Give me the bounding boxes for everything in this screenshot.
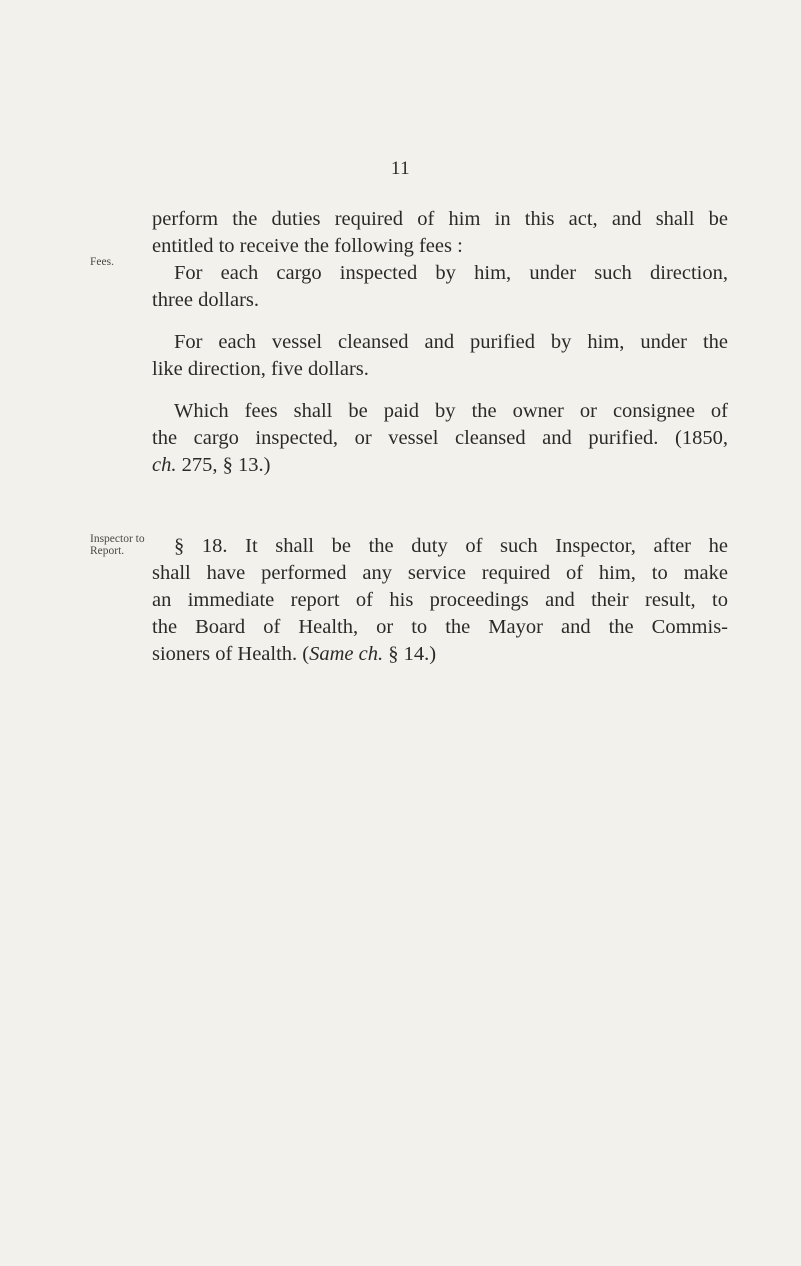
text-line: [152, 641, 728, 668]
text-line: shall have performed any service required of him, to make: [152, 562, 728, 584]
text-line: For each cargo inspected by him, under such direction,: [174, 262, 728, 284]
citation-italic: Same ch.: [309, 643, 384, 665]
margin-note-line: Report.: [90, 545, 125, 557]
paragraph-payment: [152, 398, 728, 479]
margin-note-fees: Fees.: [90, 256, 114, 268]
citation-italic: ch.: [152, 454, 177, 476]
text-line: an immediate report of his proceedings and their result, to: [152, 589, 728, 611]
margin-note-inspector-report: [90, 533, 145, 557]
text-line: Which fees shall be paid by the owner or consignee of: [174, 400, 728, 422]
citation-text: 275, § 13.): [176, 454, 271, 476]
paragraph-cargo-fee: [152, 260, 728, 314]
paragraph-section-18: [152, 533, 728, 668]
text-line: For each vessel cleansed and purified by him, under the: [174, 331, 728, 353]
paragraph-vessel-fee: [152, 329, 728, 383]
text-line: the Board of Health, or to the Mayor and the Commis-: [152, 616, 728, 638]
text-line: three dollars.: [152, 289, 260, 311]
text-line: the cargo inspected, or vessel cleansed and purified. (1850,: [152, 427, 728, 449]
text-line: § 18. It shall be the duty of such Inspector, after he: [174, 535, 728, 557]
margin-note-line: Inspector to: [90, 533, 145, 545]
citation-text: § 14.): [383, 643, 437, 665]
text-line: perform the duties required of him in this act, and shall be: [152, 208, 728, 230]
page-number: 11: [390, 158, 411, 179]
text-line: entitled to receive the following fees :: [152, 235, 463, 257]
text-line: [152, 452, 728, 479]
text-segment: sioners of Health. (: [152, 643, 310, 665]
paragraph-continuation: [152, 206, 728, 260]
text-line: like direction, five dollars.: [152, 358, 369, 380]
